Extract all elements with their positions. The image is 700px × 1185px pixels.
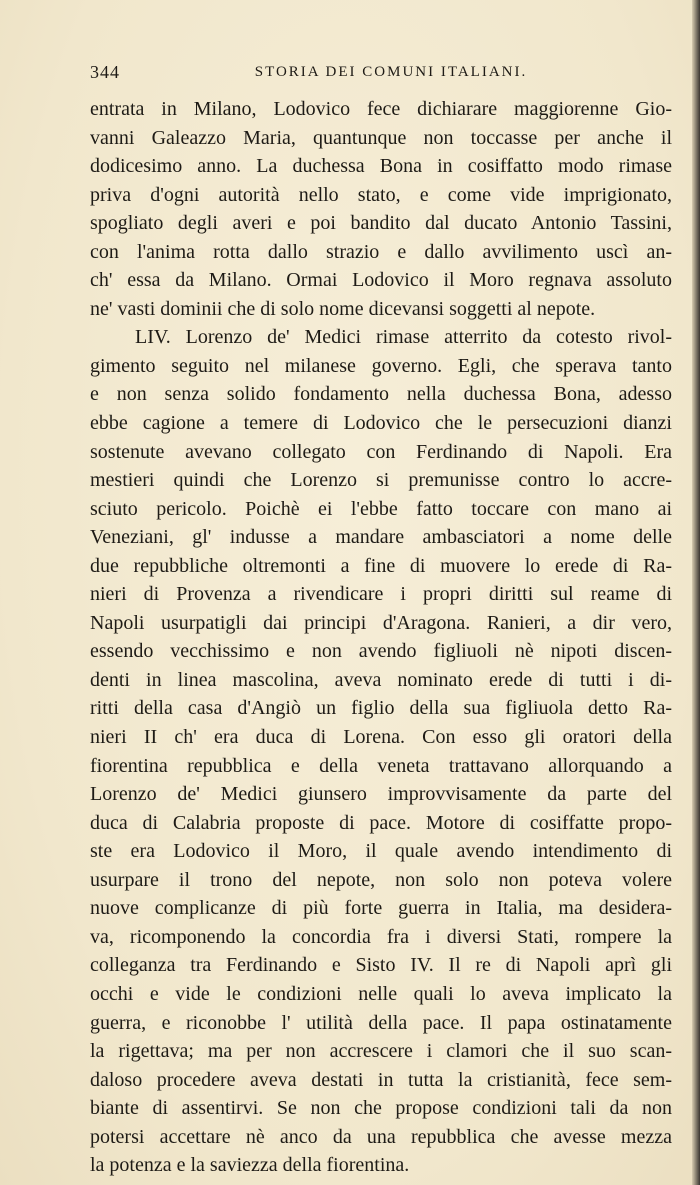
text-line: priva d'ogni autorità nello stato, e come vide imprigionato, [90, 183, 672, 206]
text-line: ch' essa da Milano. Ormai Lodovico il Moro regnava assoluto [90, 269, 672, 292]
text-line: mestieri quindi che Lorenzo si premunisse contro lo accre- [90, 469, 672, 492]
text-line: sciuto pericolo. Poichè ei l'ebbe fatto toccare con mano ai [90, 497, 672, 520]
text-line: ebbe cagione a temere di Lodovico che le persecuzioni dianzi [90, 412, 672, 435]
text-line: daloso procedere aveva destati in tutta la cristianità, fece sem- [90, 1068, 672, 1091]
text-line: potersi accettare nè anco da una repubblica che avesse mezza [90, 1125, 672, 1148]
text-line: ritti della casa d'Angiò un figlio della sua figliuola detto Ra- [90, 697, 672, 720]
text-line: Napoli usurpatigli dai principi d'Aragona. Ranieri, a dir vero, [90, 611, 672, 634]
text-line: vanni Galeazzo Maria, quantunque non toccasse per anche il [90, 126, 672, 149]
text-line: nieri di Provenza a rivendicare i propri diritti sul reame di [90, 583, 672, 606]
text-line: occhi e vide le condizioni nelle quali lo aveva implicato la [90, 982, 672, 1005]
page-number: 344 [90, 62, 120, 82]
body-text [90, 95, 672, 1180]
text-line: guerra, e riconobbe l' utilità della pace. Il papa ostinatamente [90, 1011, 672, 1034]
text-line: ste era Lodovico il Moro, il quale avendo intendimento di [90, 840, 672, 863]
text-line: e non senza solido fondamento nella duchessa Bona, adesso [90, 383, 672, 406]
text-line: gimento seguito nel milanese governo. Egli, che sperava tanto [90, 354, 672, 377]
text-line: spogliato degli averi e poi bandito dal ducato Antonio Tassini, [90, 212, 672, 235]
text-line: essendo vecchissimo e non avendo figliuoli nè nipoti discen- [90, 640, 672, 663]
running-title: STORIA DEI COMUNI ITALIANI. [254, 64, 528, 80]
page-header [90, 62, 672, 86]
text-line: Veneziani, gl' indusse a mandare ambasciatori a nome delle [90, 526, 672, 549]
text-line: con l'anima rotta dallo strazio e dallo avvilimento uscì an- [90, 240, 672, 263]
text-line: denti in linea mascolina, aveva nominato erede di tutti i di- [90, 668, 672, 691]
text-line: duca di Calabria proposte di pace. Motore di cosiffatte propo- [90, 811, 672, 834]
page-edge-shadow [692, 0, 700, 1185]
text-line: nieri II ch' era duca di Lorena. Con esso gli oratori della [90, 726, 672, 749]
text-line: dodicesimo anno. La duchessa Bona in cosiffatto modo rimase [90, 155, 672, 178]
text-line: Lorenzo de' Medici giunsero improvvisamente da parte del [90, 783, 672, 806]
text-line: entrata in Milano, Lodovico fece dichiarare maggiorenne Gio- [90, 98, 672, 120]
section-start-line: LIV. Lorenzo de' Medici rimase atterrito da cotesto rivol- [135, 326, 672, 349]
text-line: biante di assentirvi. Se non che propose condizioni tali da non [90, 1097, 672, 1120]
text-line: due repubbliche oltremonti a fine di muovere lo erede di Ra- [90, 554, 672, 577]
text-line: va, ricomponendo la concordia fra i diversi Stati, rompere la [90, 925, 672, 948]
text-line: colleganza tra Ferdinando e Sisto IV. Il re di Napoli aprì gli [90, 954, 672, 977]
text-line: la potenza e la saviezza della fiorentina. [90, 1154, 410, 1177]
text-line: fiorentina repubblica e della veneta trattavano allorquando a [90, 754, 672, 777]
text-line: ne' vasti dominii che di solo nome dicevansi soggetti al nepote. [90, 297, 596, 320]
text-line: usurpare il trono del nepote, non solo non poteva volere [90, 868, 672, 891]
text-line: la rigettava; ma per non accrescere i clamori che il suo scan- [90, 1040, 672, 1063]
text-line: nuove complicanze di più forte guerra in Italia, ma desidera- [90, 897, 672, 920]
text-line: sostenute avevano collegato con Ferdinando di Napoli. Era [90, 440, 672, 463]
